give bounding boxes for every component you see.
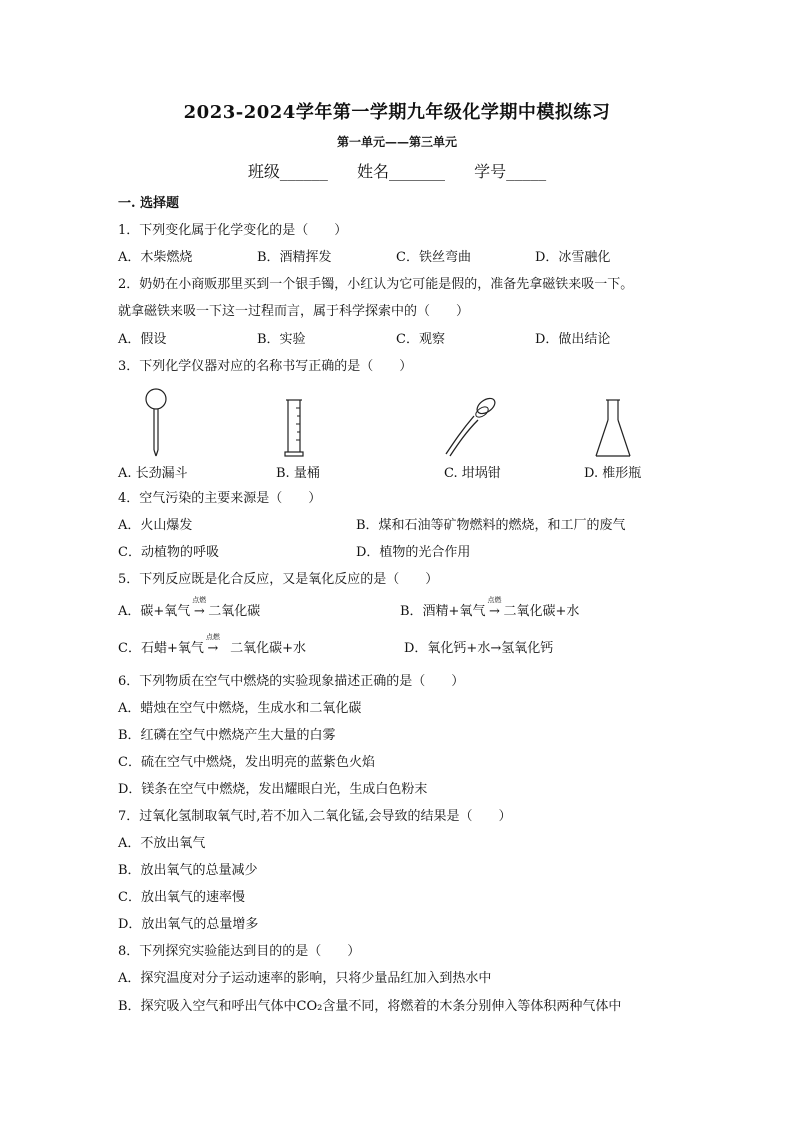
q5-a-products: 二氧化碳 bbox=[208, 604, 261, 619]
reaction-arrow: 点燃 → bbox=[192, 596, 207, 619]
q8-option-b: B．探究吸入空气和呼出气体中CO₂含量不同，将燃着的木条分别伸入等体积两种气体中 bbox=[118, 999, 622, 1014]
q3-option-d: D. 椎形瓶 bbox=[584, 466, 642, 481]
q1-option-c: C．铁丝弯曲 bbox=[396, 250, 471, 265]
conical-flask-figure bbox=[594, 398, 634, 462]
q3-stem: 3．下列化学仪器对应的名称书写正确的是（ ） bbox=[118, 359, 413, 374]
q8-option-a: A．探究温度对分子运动速率的影响，只将少量品红加入到热水中 bbox=[118, 971, 492, 986]
q2-option-d: D．做出结论 bbox=[535, 332, 611, 347]
page-title: 2023-2024学年第一学期九年级化学期中模拟练习 bbox=[183, 102, 611, 123]
q2-option-c: C．观察 bbox=[396, 332, 445, 347]
q5-option-a bbox=[118, 596, 261, 619]
crucible-tongs-figure bbox=[440, 394, 504, 460]
q2-option-a: A．假设 bbox=[118, 332, 167, 347]
q3-option-c: C. 坩埚钳 bbox=[444, 466, 501, 481]
id-field: 学号_____ bbox=[474, 162, 547, 181]
q7-stem: 7．过氧化氢制取氧气时,若不加入二氧化锰,会导致的结果是（ ） bbox=[118, 809, 512, 824]
q5-a-reactants: A．碳+氧气 bbox=[118, 604, 191, 619]
q6-stem: 6．下列物质在空气中燃烧的实验现象描述正确的是（ ） bbox=[118, 674, 465, 689]
student-info bbox=[0, 159, 794, 182]
page-subtitle: 第一单元——第三单元 bbox=[336, 135, 457, 149]
q5-b-reactants: B．酒精+氧气 bbox=[400, 604, 486, 619]
q1-option-b: B．酒精挥发 bbox=[257, 250, 332, 265]
class-field: 班级______ bbox=[247, 162, 328, 181]
q3-option-b: B. 量桶 bbox=[276, 466, 320, 481]
q5-option-b bbox=[400, 596, 580, 619]
q4-option-a: A．火山爆发 bbox=[118, 518, 193, 533]
q7-option-d: D．放出氧气的总量增多 bbox=[118, 917, 259, 932]
q1-option-a: A．木柴燃烧 bbox=[118, 250, 193, 265]
q2-stem-line2: 就拿磁铁来吸一下这一过程而言，属于科学探索中的（ ） bbox=[118, 304, 470, 319]
q4-option-d: D．植物的光合作用 bbox=[356, 545, 471, 560]
reaction-arrow: 点燃 → bbox=[205, 633, 220, 656]
q4-option-c: C．动植物的呼吸 bbox=[118, 545, 219, 560]
q8-stem: 8．下列探究实验能达到目的的是（ ） bbox=[118, 944, 361, 959]
q6-option-a: A．蜡烛在空气中燃烧，生成水和二氧化碳 bbox=[118, 701, 362, 716]
q5-b-products: 二氧化碳+水 bbox=[503, 604, 580, 619]
long-neck-funnel-figure bbox=[140, 388, 180, 468]
q1-stem: 1．下列变化属于化学变化的是（ ） bbox=[118, 223, 348, 238]
q2-stem-line1: 2．奶奶在小商贩那里买到一个银手镯，小红认为它可能是假的，准备先拿磁铁来吸一下。 bbox=[118, 277, 634, 292]
q2-option-b: B．实验 bbox=[257, 332, 306, 347]
q6-option-c: C．硫在空气中燃烧，发出明亮的蓝紫色火焰 bbox=[118, 755, 375, 770]
q5-c-products: 二氧化碳+水 bbox=[230, 641, 307, 656]
q7-option-b: B．放出氧气的总量减少 bbox=[118, 863, 258, 878]
reaction-arrow: 点燃 → bbox=[487, 596, 502, 619]
q6-option-d: D．镁条在空气中燃烧，发出耀眼白光，生成白色粉末 bbox=[118, 782, 428, 797]
q7-option-c: C．放出氧气的速率慢 bbox=[118, 890, 245, 905]
q5-option-c bbox=[118, 633, 307, 656]
q4-option-b: B．煤和石油等矿物燃料的燃烧，和工厂的废气 bbox=[356, 518, 626, 533]
q3-option-a: A. 长劲漏斗 bbox=[118, 466, 188, 481]
name-field: 姓名_______ bbox=[356, 162, 445, 181]
graduated-cylinder-figure bbox=[284, 398, 308, 462]
section-title: 一. 选择题 bbox=[118, 196, 180, 211]
q4-stem: 4．空气污染的主要来源是（ ） bbox=[118, 491, 322, 506]
q5-c-reactants: C．石蜡+氧气 bbox=[118, 641, 204, 656]
q5-stem: 5．下列反应既是化合反应，又是氧化反应的是（ ） bbox=[118, 572, 439, 587]
q6-option-b: B．红磷在空气中燃烧产生大量的白雾 bbox=[118, 728, 336, 743]
q7-option-a: A．不放出氧气 bbox=[118, 836, 206, 851]
q1-option-d: D．冰雪融化 bbox=[535, 250, 611, 265]
q5-option-d: D．氧化钙+水→氢氧化钙 bbox=[404, 641, 554, 656]
